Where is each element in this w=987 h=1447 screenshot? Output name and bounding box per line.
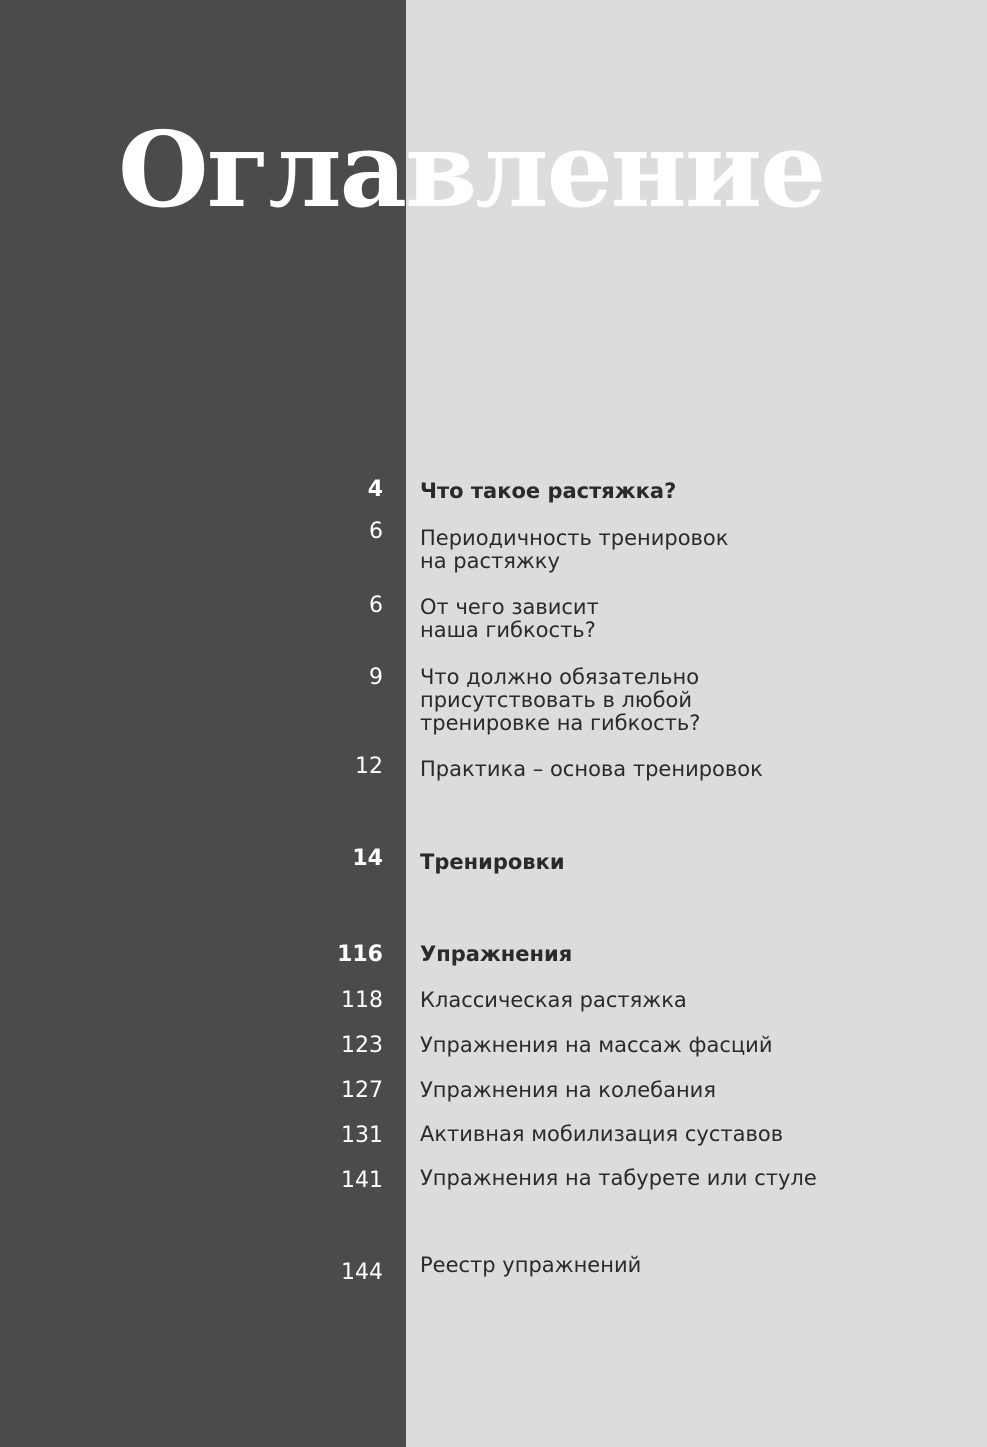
toc-entry-title: Упражнения на табурете или стуле (420, 1166, 817, 1190)
toc-entry-title: От чего зависит наша гибкость? (420, 595, 599, 642)
toc-page-number: 6 (369, 519, 383, 544)
toc-page-number: 14 (352, 846, 383, 871)
toc-page-number: 6 (369, 593, 383, 618)
toc-page-number: 141 (341, 1168, 383, 1193)
toc-entry-title: Упражнения (420, 942, 573, 966)
toc-page-number: 116 (337, 942, 383, 967)
toc-page-number: 127 (341, 1078, 383, 1103)
toc-page-number: 9 (369, 665, 383, 690)
toc-page-number: 4 (367, 477, 383, 502)
toc-entry-title: Что должно обязательно присутствовать в любой тренировке на гибкость? (420, 665, 701, 735)
toc-entry-title: Упражнения на массаж фасций (420, 1033, 773, 1057)
toc-entry-title: Классическая растяжка (420, 988, 687, 1012)
page-title: Оглавление (118, 108, 825, 231)
toc-entry-title: Периодичность тренировок на растяжку (420, 526, 729, 573)
toc-page-number: 12 (355, 754, 383, 779)
toc-page-number: 123 (341, 1033, 383, 1058)
toc-entry-title: Активная мобилизация суставов (420, 1122, 784, 1146)
toc-entry-title: Практика – основа тренировок (420, 757, 763, 781)
toc-page-number: 144 (341, 1260, 383, 1285)
toc-page-number: 118 (341, 988, 383, 1013)
toc-page-number: 131 (341, 1123, 383, 1148)
toc-entry-title: Упражнения на колебания (420, 1078, 716, 1102)
toc-entry-title: Реестр упражнений (420, 1253, 642, 1277)
toc-entry-title: Тренировки (420, 850, 565, 874)
toc-entry-title: Что такое растяжка? (420, 479, 677, 503)
